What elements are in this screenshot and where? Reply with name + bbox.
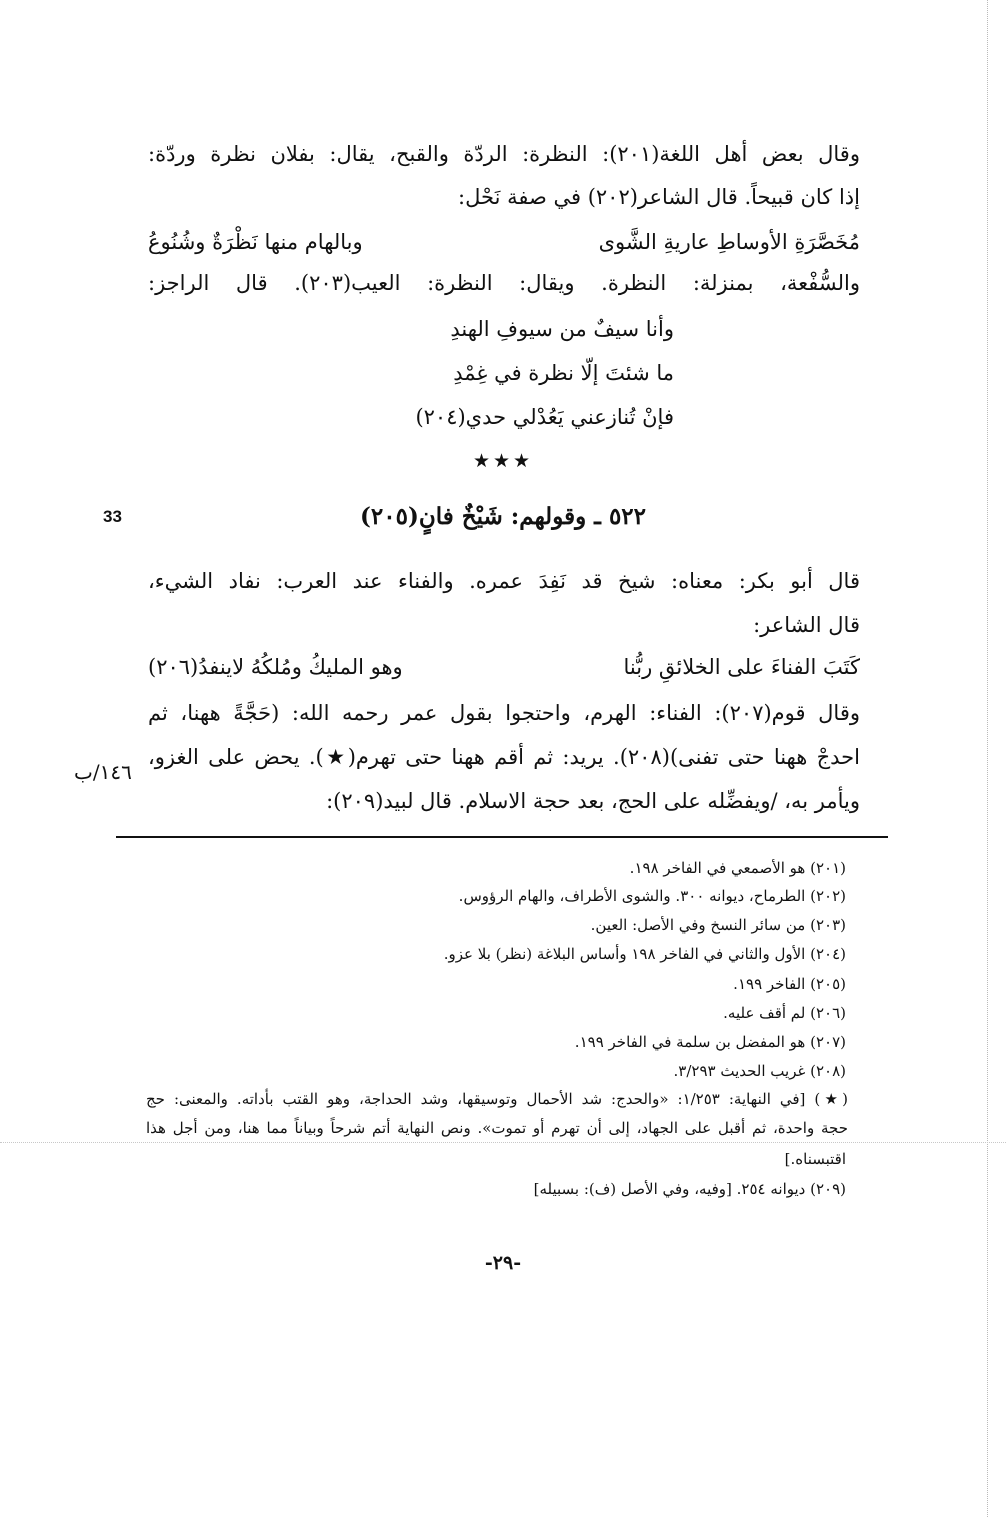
footnote-203: (٢٠٣) من سائر النسخ وفي الأصل: العين.: [590, 916, 846, 934]
entry-line-4: احدجْ ههنا حتى تفنى)(٢٠٨). يريد: ثم أقم ههنا حتى تهرم(★). يحض على الغزو،: [148, 745, 860, 769]
rajaz-line-1: وأنا سيفٌ من سيوفِ الهندِ: [450, 317, 674, 341]
footnote-204: (٢٠٤) الأول والثاني في الفاخر ١٩٨ وأساس البلاغة (نظر) بلا عزو.: [443, 945, 846, 963]
rajaz-line-2: ما شئتَ إلّا نظرة في غِمْدِ: [453, 361, 674, 385]
verse-2: [148, 652, 860, 682]
entry-line-1: قال أبو بكر: معناه: شيخ قد نَفِدَ عمره. والفناء عند العرب: نفاد الشيء،: [148, 569, 860, 593]
verse-2-first-hemistich: كَتَبَ الفناءَ على الخلائقِ ربُّنا: [623, 655, 860, 679]
footnote-separator-rule: [116, 836, 888, 838]
verse-1: [148, 227, 860, 257]
page-edge-dotted-border: [987, 0, 988, 1517]
folio-mark: ١٤٦/ب: [74, 760, 132, 784]
dotted-guide-line: [0, 1142, 1006, 1143]
entry-line-5: ويأمر به، /ويفضِّله على الحج، بعد حجة الاسلام. قال لبيد(٢٠٩):: [326, 789, 860, 813]
footnote-209: (٢٠٩) ديوانه ٢٥٤. [وفيه، وفي الأصل (ف): بسبيله]: [533, 1180, 846, 1198]
footnote-201: (٢٠١) هو الأصمعي في الفاخر ١٩٨.: [629, 859, 846, 877]
body-line-3: والسُّفْعة، بمنزلة: النظرة. ويقال: النظرة: العيب(٢٠٣). قال الراجز:: [148, 271, 860, 295]
footnote-208: (٢٠٨) غريب الحديث ٣/٢٩٣.: [673, 1062, 846, 1080]
entry-line-2: قال الشاعر:: [753, 613, 860, 637]
body-line-1: وقال بعض أهل اللغة(٢٠١): النظرة: الردّة والقبح، يقال: بفلان نظرة وردّة:: [148, 142, 860, 166]
footnote-205: (٢٠٥) الفاخر ١٩٩.: [733, 975, 846, 993]
entry-heading: ٥٢٢ ـ وقولهم: شَيْخٌ فانٍ(٢٠٥): [359, 503, 646, 530]
verse-1-second-hemistich: وبالهام منها نَظْرَةٌ وشُنُوعُ: [148, 230, 363, 254]
footnote-207: (٢٠٧) هو المفضل بن سلمة في الفاخر ١٩٩.: [574, 1033, 846, 1051]
footnote-star-line-2: حجة واحدة، ثم أقبل على الجهاد، إلى أن تهرم أو تموت». ونص النهاية أتم شرحاً وبياناً مما هنا، ومن أجل هذا: [146, 1119, 848, 1137]
margin-number: 33: [103, 507, 122, 526]
verse-2-second-hemistich: وهو المليكُ ومُلكُهُ لاينفدُ(٢٠٦): [148, 655, 403, 679]
footnote-star-line-1: (★) [في النهاية: ١/٢٥٣: «والحدج: شد الأحمال وتوسيقها، وشد الحداجة، وهو القتب بأداته. والمعنى: حج: [146, 1090, 849, 1108]
section-separator-stars: ★★★: [472, 450, 534, 472]
verse-1-first-hemistich: مُخَصَّرَةِ الأوساطِ عاريةِ الشَّوى: [598, 230, 860, 254]
footnote-206: (٢٠٦) لم أقف عليه.: [723, 1004, 846, 1022]
page-number: -٢٩-: [484, 1252, 522, 1274]
rajaz-line-3: فإنْ تُنازعني يَعُدْلي حدي(٢٠٤): [415, 405, 674, 429]
body-line-2: إذا كان قبيحاً. قال الشاعر(٢٠٢) في صفة نَحْل:: [458, 185, 860, 209]
footnote-star-line-3: اقتبسناه.]: [784, 1150, 846, 1168]
entry-line-3: وقال قوم(٢٠٧): الفناء: الهرم، واحتجوا بقول عمر رحمه الله: (حَجَّةً ههنا، ثم: [148, 701, 861, 725]
footnote-202: (٢٠٢) الطرماح، ديوانه ٣٠٠. والشوى الأطراف، والهام الرؤوس.: [458, 887, 846, 905]
